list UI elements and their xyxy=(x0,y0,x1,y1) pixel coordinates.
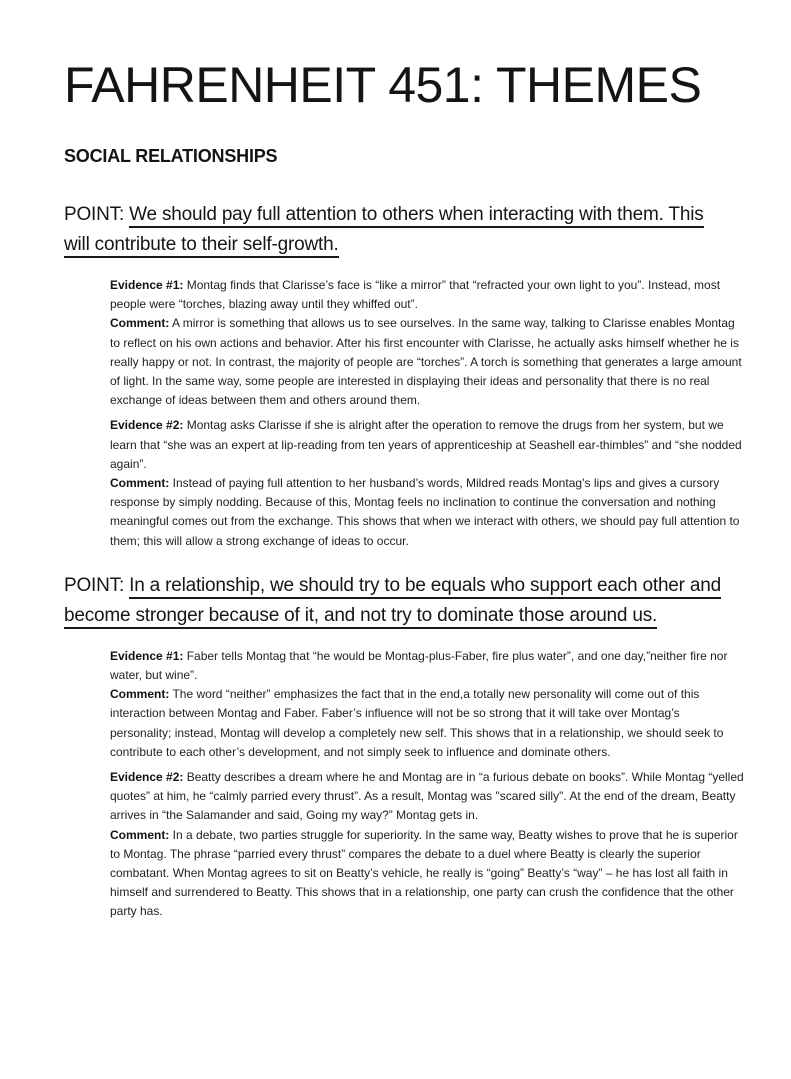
evidence-block-2-2 xyxy=(110,768,744,922)
evidence-paragraph xyxy=(110,416,744,474)
evidence-block-2-1 xyxy=(110,647,744,762)
comment-paragraph xyxy=(110,685,744,762)
evidence-label: Evidence #2: xyxy=(110,770,184,785)
evidence-block-1-2 xyxy=(110,416,744,550)
document-page xyxy=(0,55,791,1079)
point-1-statement: We should pay full attention to others when interacting with them. This will contribute to their self-growth. xyxy=(64,204,704,258)
evidence-text: Faber tells Montag that “he would be Montag-plus-Faber, fire plus water”, and one day,”neither fire nor water, but wine”. xyxy=(110,648,728,683)
comment-label: Comment: xyxy=(110,316,170,331)
comment-label: Comment: xyxy=(110,476,170,491)
section-heading-social-relationships: SOCIAL RELATIONSHIPS xyxy=(64,146,278,166)
evidence-paragraph xyxy=(110,276,744,314)
comment-text: The word “neither” emphasizes the fact that in the end,a totally new personality will come out of this interaction between Montag and Faber. Faber’s influence will not be so strong that it will take over Montag’s personality; instead, Montag will develop a completely new self. This shows that in a relationship, we should seek to contribute to each other’s development, and not simply seek to influence and dominate others. xyxy=(110,687,724,759)
point-heading-1 xyxy=(64,200,722,260)
evidence-label: Evidence #2: xyxy=(110,418,184,433)
comment-text: Instead of paying full attention to her husband’s words, Mildred reads Montag’s lips and gives a cursory response by simply nodding. Because of this, Montag feels no inclination to continue the conversation and nothing meaningful comes out from the exchange. This shows that when we interact with others, we should pay full attention to them; this will allow a strong exchange of ideas to occur. xyxy=(110,476,740,548)
evidence-paragraph xyxy=(110,768,744,826)
point-2-label: POINT: xyxy=(64,574,130,596)
document-title: FAHRENHEIT 451: THEMES xyxy=(64,57,702,113)
evidence-label: Evidence #1: xyxy=(110,278,184,292)
comment-paragraph xyxy=(110,474,744,551)
evidence-text: Montag asks Clarisse if she is alright after the operation to remove the drugs from her system, but we learn that “she was an expert at lip-reading from ten years of apprenticeship at Seashell ear-thimbles” and “she nodded again”. xyxy=(110,418,742,471)
comment-label: Comment: xyxy=(110,687,170,702)
point-heading-2 xyxy=(64,571,722,631)
comment-text: In a debate, two parties struggle for superiority. In the same way, Beatty wishes to prove that he is superior to Montag. The phrase “parried every thrust” compares the debate to a duel where Beatty is clearly the superior combatant. When Montag agrees to sit on Beatty’s vehicle, he really is “going” Beatty’s “way” – he has lost all faith in himself and surrendered to Beatty. This shows that in a relationship, one party can crush the confidence that the other party has. xyxy=(110,827,738,919)
evidence-paragraph xyxy=(110,647,744,685)
point-1-label: POINT: xyxy=(64,204,130,225)
evidence-text: Montag finds that Clarisse’s face is “like a mirror” that “refracted your own light to you”. Instead, most people were “torches, blazing away until they whiffed out”. xyxy=(110,278,721,312)
evidence-label: Evidence #1: xyxy=(110,648,184,663)
comment-text: A mirror is something that allows us to see ourselves. In the same way, talking to Clarisse enables Montag to reflect on his own actions and behavior. After his first encounter with Clarisse, he actually asks himself whether he is really happy or not. In contrast, the majority of people are “torches”. A torch is something that generates a large amount of light. In the same way, some people are interested in displaying their ideas and personality that there is no real exchange of ideas between them and others around them. xyxy=(110,316,742,408)
evidence-block-1-1 xyxy=(110,276,744,410)
evidence-text: Beatty describes a dream where he and Montag are in “a furious debate on books”. While Montag “yelled quotes” at him, he “calmly parried every thrust”. As a result, Montag was "scared silly". At the end of the dream, Beatty arrives in “the Salamander and said, Going my way?” Montag gets in. xyxy=(110,770,744,823)
comment-paragraph xyxy=(110,314,744,410)
comment-paragraph xyxy=(110,826,744,922)
point-2-statement: In a relationship, we should try to be equals who support each other and become stronger because of it, and not try to dominate those around us. xyxy=(64,575,721,629)
comment-label: Comment: xyxy=(110,827,170,842)
